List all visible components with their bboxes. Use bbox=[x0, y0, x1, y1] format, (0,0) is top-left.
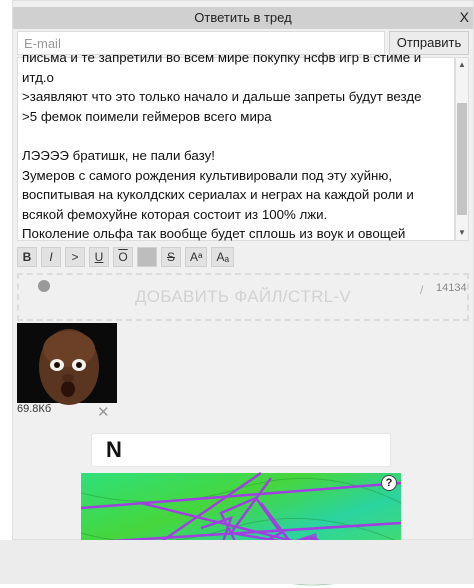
scroll-down-arrow-icon[interactable]: ▼ bbox=[458, 228, 466, 237]
face-photo-icon bbox=[17, 323, 117, 403]
captcha-input[interactable] bbox=[91, 433, 391, 467]
reply-titlebar[interactable] bbox=[13, 7, 473, 29]
comment-line: >заявляют что это только начало и дальше запреты будут везде bbox=[22, 89, 422, 105]
comment-line-blank bbox=[22, 126, 448, 146]
attachment-thumbnail[interactable] bbox=[17, 323, 117, 403]
comment-line: Зумеров с самого рождения культивировали под эту хуйню, воспитывая на куколдских сериалах и неграх на каждой роли и всякой фемохуйне которая состоит из 100% лжи. bbox=[22, 167, 414, 222]
attachment-size: 69.8Кб bbox=[17, 403, 52, 415]
comment-line: >5 фемок поимели геймеров всего мира bbox=[22, 108, 272, 124]
spoiler-button[interactable] bbox=[137, 247, 157, 267]
page-margin bbox=[0, 0, 12, 540]
reply-form-panel bbox=[12, 0, 474, 540]
comment-line: Поколение ольфа так вообще будет сплошь из воук и овощей bbox=[22, 226, 406, 242]
format-toolbar bbox=[17, 247, 234, 267]
comment-text bbox=[22, 48, 448, 244]
comment-line: письма и те запретили во всем мире покупку нсфв игр в стиме и итд.о bbox=[22, 50, 422, 85]
remove-attachment-icon[interactable]: ✕ bbox=[97, 404, 110, 421]
close-button[interactable]: X bbox=[459, 9, 469, 25]
submit-button[interactable]: Отправить bbox=[389, 31, 469, 55]
resize-handle-icon[interactable]: / bbox=[420, 283, 424, 297]
comment-line: ЛЭЭЭЭ братишк, не пали базу! bbox=[22, 147, 215, 163]
subscript-button[interactable]: Aₐ bbox=[211, 247, 233, 267]
quote-button[interactable]: > bbox=[65, 247, 85, 267]
strike-button[interactable]: S bbox=[161, 247, 181, 267]
overline-button[interactable]: $\overline{O}$ bbox=[113, 247, 133, 267]
superscript-button[interactable]: Aᵃ bbox=[185, 247, 207, 267]
underline-button[interactable]: U bbox=[89, 247, 109, 267]
char-counter: 14134 bbox=[436, 282, 467, 294]
comment-scrollbar[interactable] bbox=[455, 57, 469, 241]
reply-title: Ответить в тред bbox=[194, 10, 292, 25]
scroll-up-arrow-icon[interactable]: ▲ bbox=[458, 60, 466, 69]
captcha-help-button[interactable]: ? bbox=[381, 475, 397, 491]
italic-button[interactable]: I bbox=[41, 247, 61, 267]
bold-button[interactable]: B bbox=[17, 247, 37, 267]
scroll-thumb[interactable] bbox=[457, 103, 467, 215]
file-dropzone[interactable]: ДОБАВИТЬ ФАЙЛ/CTRL-V bbox=[17, 273, 469, 321]
page-background-strip bbox=[0, 540, 474, 584]
